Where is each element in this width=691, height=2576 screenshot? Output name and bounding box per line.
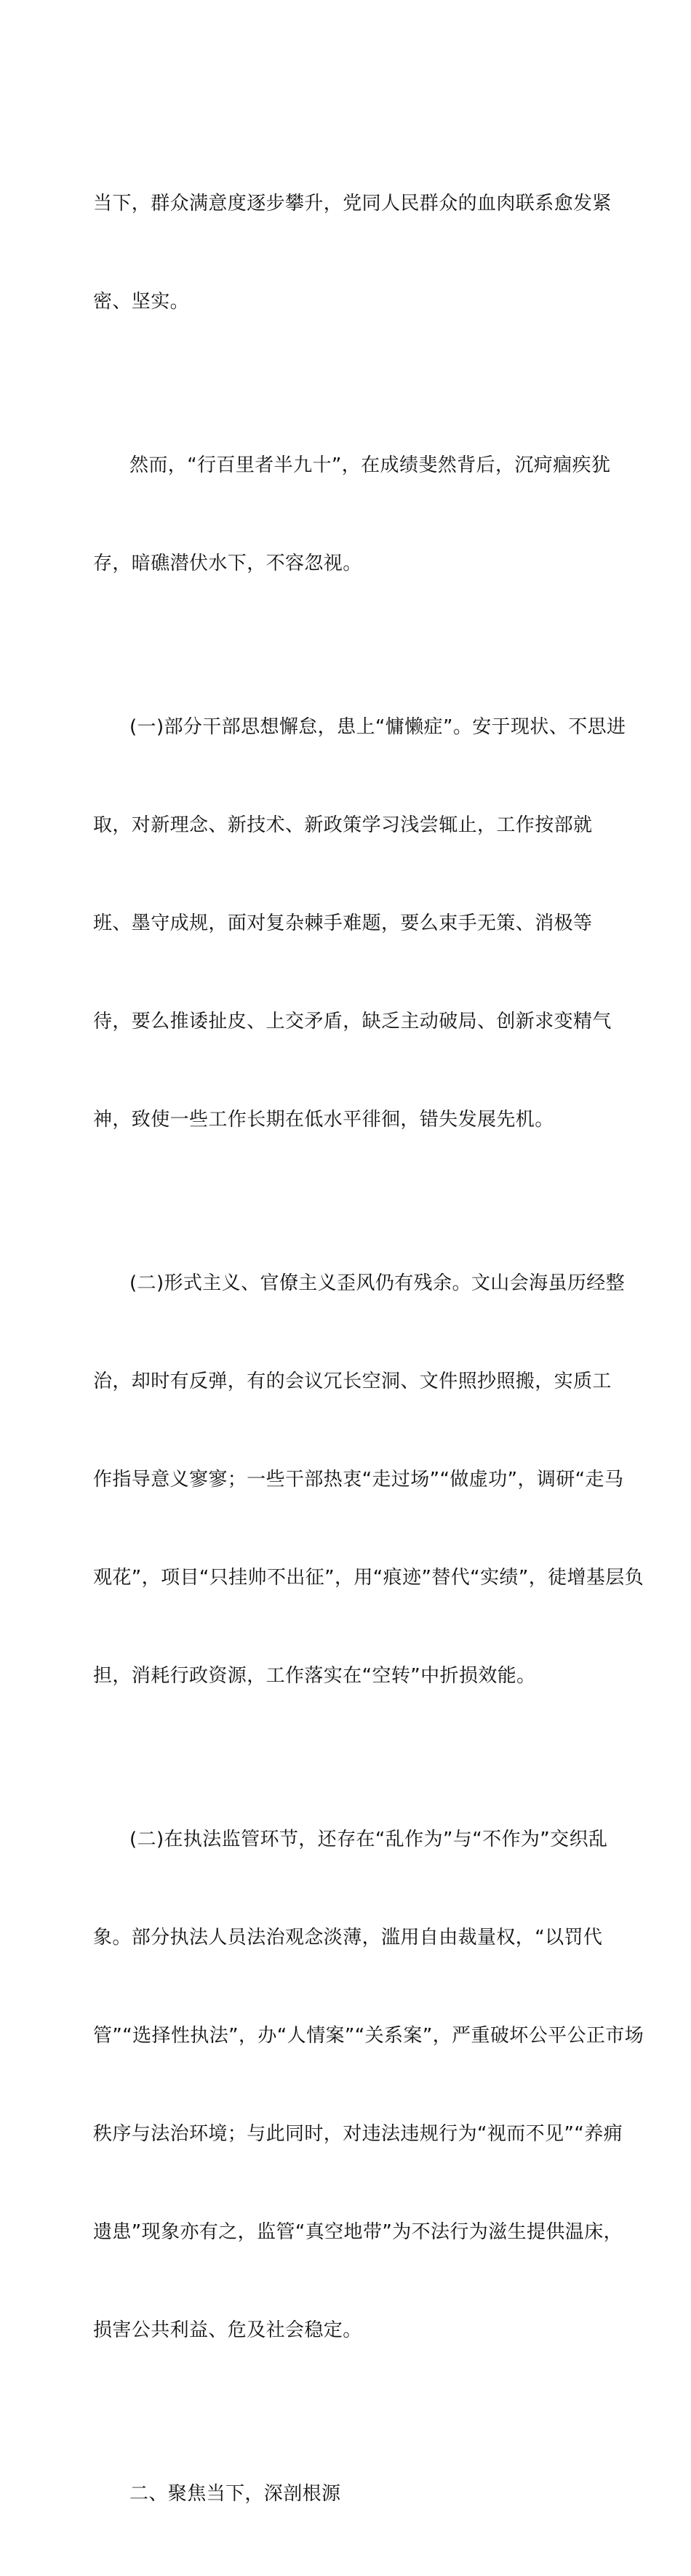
document-body bbox=[93, 122, 644, 2576]
text-line: 担，消耗行政资源，工作落实在“空转”中折损效能。 bbox=[93, 1665, 536, 1687]
text-line: 取，对新理念、新技术、新政策学习浅尝辄止，工作按部就 bbox=[93, 814, 593, 836]
text-line: (一)部分干部思想懈怠，患上“慵懒症”。安于现状、不思进 bbox=[129, 716, 626, 738]
text-line: 待，要么推诿扯皮、上交矛盾，缺乏主动破局、创新求变精气 bbox=[93, 1011, 612, 1032]
text-line: 神，致使一些工作长期在低水平徘徊，错失发展先机。 bbox=[93, 1109, 554, 1131]
text-line: 秩序与法治环境；与此同时，对违法违规行为“视而不见”“养痈 bbox=[93, 2123, 623, 2145]
text-line: 密、坚实。 bbox=[93, 291, 190, 313]
text-line: 管”“选择性执法”，办“人情案”“关系案”，严重破坏公平公正市场 bbox=[93, 2025, 644, 2047]
text-line: 象。部分执法人员法治观念淡薄，滥用自由裁量权，“以罚代 bbox=[93, 1927, 603, 1949]
paragraph-5 bbox=[93, 1758, 644, 2412]
text-line: 当下，群众满意度逐步攀升，党同人民群众的血肉联系愈发紧 bbox=[93, 193, 612, 214]
section-heading bbox=[93, 2412, 602, 2576]
text-line: 存，暗礁潜伏水下，不容忽视。 bbox=[93, 553, 362, 574]
text-line: 作指导意义寥寥；一些干部热衷“走过场”“做虚功”，调研“走马 bbox=[93, 1469, 624, 1490]
text-line: 损害公共利益、危及社会稳定。 bbox=[93, 2319, 362, 2341]
paragraph-4 bbox=[93, 1202, 644, 1758]
paragraph-3 bbox=[93, 646, 626, 1202]
text-line: 班、墨守成规，面对复杂棘手难题，要么束手无策、消极等 bbox=[93, 912, 593, 934]
text-line: (二)形式主义、官僚主义歪风仍有残余。文山会海虽历经整 bbox=[129, 1272, 626, 1294]
text-line: 治，却时有反弹，有的会议冗长空洞、文件照抄照搬，实质工 bbox=[93, 1371, 612, 1392]
text-line: 观花”，项目“只挂帅不出征”，用“痕迹”替代“实绩”，徒增基层负 bbox=[93, 1567, 644, 1589]
paragraph-1 bbox=[93, 122, 612, 384]
text-line: 二、聚焦当下，深剖根源 bbox=[129, 2483, 341, 2505]
text-line: 遗患”现象亦有之，监管“真空地带”为不法行为滋生提供温床， bbox=[93, 2221, 623, 2243]
text-line: (二)在执法监管环节，还存在“乱作为”与“不作为”交织乱 bbox=[129, 1829, 608, 1850]
text-line: 然而，“行百里者半九十”，在成绩斐然背后，沉疴痼疾犹 bbox=[129, 454, 611, 476]
paragraph-2 bbox=[93, 384, 611, 646]
